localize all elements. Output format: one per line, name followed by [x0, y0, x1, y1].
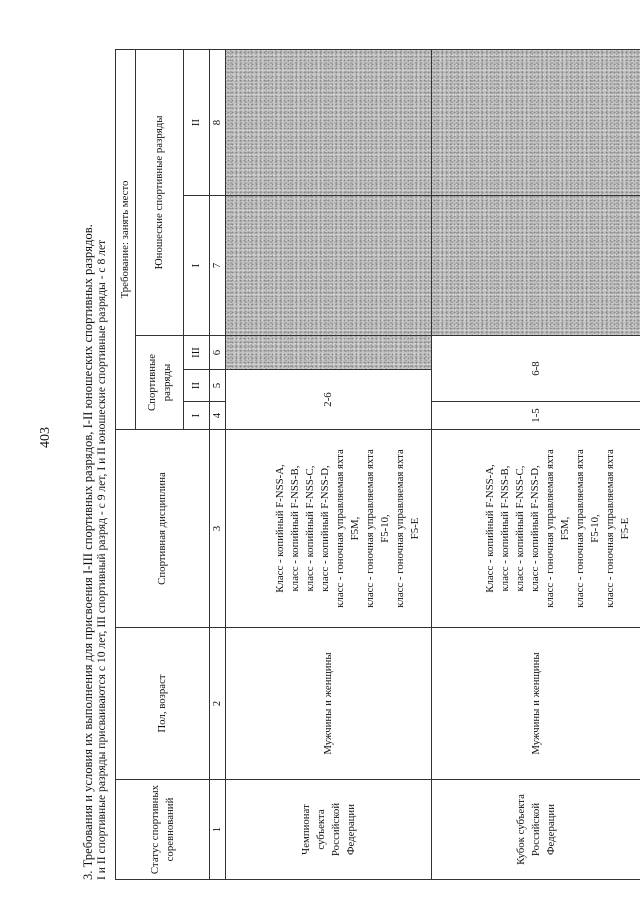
- row-status: Кубок субъекта Российской Федерации: [432, 780, 640, 880]
- row-discipline: Класс - копийный F-NSS-A, класс - копийный F-NSS-B, класс - копийный F-NSS-C, класс - копийный F-NSS-D, класс - гоночная управляемая яхта F5M, класс - гоночная управляемая яхта F5-10, класс - гоночная управляемая яхта F5-E: [432, 430, 640, 628]
- header-rank-ii: II: [184, 370, 210, 402]
- header-requirement: Требование: занять место: [116, 49, 136, 429]
- row-gender: Мужчины и женщины: [432, 628, 640, 780]
- section-heading: 3. Требования и условия их выполнения для присвоения I-III спортивных разрядов, I-II юношеских спортивных разрядов.: [81, 224, 95, 880]
- header-discipline: Спортивная дисциплина: [116, 430, 210, 628]
- row-gender: Мужчины и женщины: [226, 628, 432, 780]
- shaded-cell: [432, 196, 640, 336]
- requirements-table: [115, 49, 640, 880]
- header-status: Статус спортивных соревнований: [116, 780, 210, 880]
- col-number: 1: [210, 780, 226, 880]
- header-rank-iii: III: [184, 336, 210, 370]
- col-number: 4: [210, 402, 226, 430]
- rotated-page-content: [81, 50, 640, 880]
- row-places: 2-6: [226, 370, 432, 430]
- col-number: 5: [210, 370, 226, 402]
- header-rank-i: I: [184, 402, 210, 430]
- col-number: 2: [210, 628, 226, 780]
- shaded-cell: [226, 49, 432, 195]
- page-number: 403: [38, 427, 53, 448]
- row-places-rank-i: 1-5: [432, 402, 640, 430]
- section-subheading: I и II спортивные разряды присваиваются с 10 лет, III спортивный разряд - с 9 лет, I и II юношеские спортивные разряды - с 8 лет: [95, 239, 108, 880]
- header-youth-i: I: [184, 196, 210, 336]
- row-places-rank-ii-iii: 6-8: [432, 336, 640, 402]
- header-sport-ranks: Спортивные разряды: [136, 336, 184, 430]
- col-number: 3: [210, 430, 226, 628]
- col-number: 8: [210, 49, 226, 195]
- header-youth-ranks: Юношеские спортивные разряды: [136, 49, 184, 335]
- header-youth-ii: II: [184, 49, 210, 195]
- row-status: Чемпионат субъекта Российской Федерации: [226, 780, 432, 880]
- row-discipline: Класс - копийный F-NSS-A, класс - копийный F-NSS-B, класс - копийный F-NSS-C, класс - копийный F-NSS-D, класс - гоночная управляемая яхта F5M, класс - гоночная управляемая яхта F5-10, класс - гоночная управляемая яхта F5-E: [226, 430, 432, 628]
- table-row: [226, 49, 432, 879]
- table-row: [432, 49, 640, 879]
- header-gender: Пол, возраст: [116, 628, 210, 780]
- col-number: 7: [210, 196, 226, 336]
- shaded-cell: [226, 336, 432, 370]
- shaded-cell: [432, 49, 640, 195]
- shaded-cell: [226, 196, 432, 336]
- col-number: 6: [210, 336, 226, 370]
